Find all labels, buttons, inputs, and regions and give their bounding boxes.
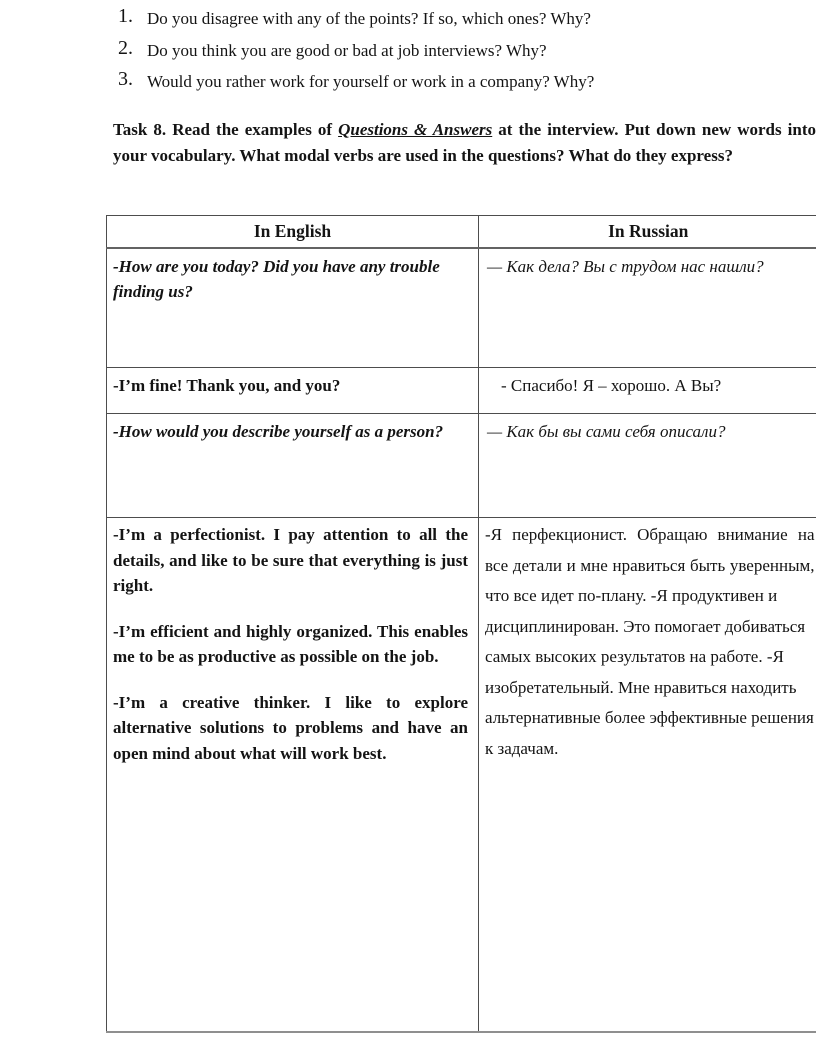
task-text-suffix: at the interview. Put down new words into your vocabulary. What modal verbs are used in the questions? What do they express? bbox=[113, 120, 816, 165]
question-item-2 bbox=[0, 36, 816, 61]
column-header-in-english: In English bbox=[107, 216, 479, 249]
russian-answer-paragraph: дисциплинирован. Это помогает добиваться самых высоких результатов на работе. -Я изобретательный. Мне нравиться находить альтернативные более эффективные решения к задачам. bbox=[485, 616, 814, 758]
task-underlined-phrase: Questions & Answers bbox=[338, 120, 493, 139]
cell-russian-greeting-question: — Как дела? Вы с трудом нас нашли? bbox=[479, 248, 816, 368]
question-item-3 bbox=[0, 68, 816, 92]
table-row bbox=[107, 414, 816, 518]
question-number: 3. bbox=[118, 68, 133, 90]
question-number: 1. bbox=[118, 5, 133, 27]
russian-answer-paragraph: -Я перфекционист. Обращаю внимание на все детали и мне нравиться быть уверенным, что все идет по-плану. -Я продуктивен и bbox=[485, 525, 815, 605]
cell-english-greeting-answer: -I’m fine! Thank you, and you? bbox=[107, 368, 479, 414]
cell-russian-describe-question: — Как бы вы сами себя описали? bbox=[479, 414, 816, 518]
english-answer-paragraph: -I’m a creative thinker. I like to explore alternative solutions to problems and have an open mind about what will work best. bbox=[113, 692, 468, 763]
question-text: Do you think you are good or bad at job interviews? Why? bbox=[147, 40, 547, 60]
cell-english-describe-answers bbox=[107, 518, 479, 1033]
task-text-prefix: Task 8. Read the examples of bbox=[113, 120, 339, 139]
qa-table bbox=[106, 215, 816, 1033]
english-answer-paragraph: -I’m a perfectionist. I pay attention to all the details, and like to be sure that everything is just right. bbox=[113, 525, 468, 595]
question-item-1 bbox=[0, 5, 816, 29]
table-row bbox=[107, 368, 816, 414]
cell-russian-describe-answers bbox=[479, 518, 816, 1033]
column-header-in-russian: In Russian bbox=[479, 216, 816, 249]
table-header-row bbox=[107, 216, 816, 249]
discussion-questions-list bbox=[0, 5, 816, 103]
question-text: Do you disagree with any of the points? If so, which ones? Why? bbox=[147, 9, 591, 28]
question-text: Would you rather work for yourself or work in a company? Why? bbox=[147, 72, 595, 91]
cell-russian-greeting-answer: - Спасибо! Я – хорошо. А Вы? bbox=[479, 368, 816, 414]
english-answer-paragraph: -I’m efficient and highly organized. This enables me to be as productive as possible on the job. bbox=[113, 621, 468, 666]
question-number: 2. bbox=[118, 36, 133, 59]
task-instruction bbox=[113, 117, 816, 168]
table-row bbox=[107, 518, 816, 1033]
cell-english-greeting-question: -How are you today? Did you have any trouble finding us? bbox=[107, 248, 479, 368]
table-row bbox=[107, 248, 816, 368]
cell-english-describe-question: -How would you describe yourself as a person? bbox=[107, 414, 479, 518]
